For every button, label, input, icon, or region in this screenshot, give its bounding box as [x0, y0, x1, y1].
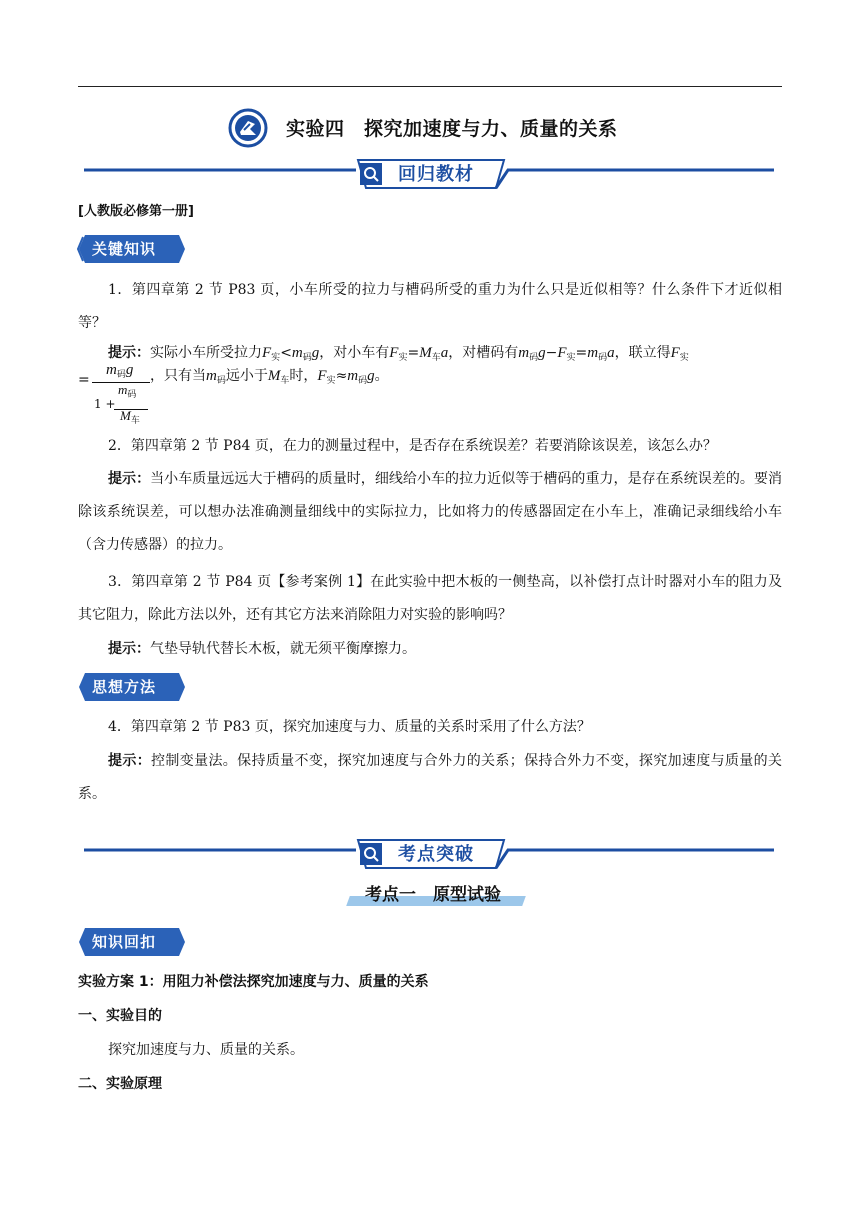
hint-3-label: 提示： [108, 641, 150, 657]
hint-1-text: 实际小车所受拉力 [150, 345, 262, 361]
kaodian-title: 考点一 原型试验 [365, 885, 501, 905]
section-1-title: 一、实验目的 [78, 1008, 162, 1024]
hint-1-label: 提示： [108, 345, 150, 361]
hint-2-text: 当小车质量远远大于槽码的质量时，细线给小车的拉力近似等于槽码的重力，是存在系统误差的。要消除该系统误差，可以想办法准确测量细线中的实际拉力，比如将力的传感器固定在小车上，准确记录细线给小车（含力传感器）的拉力。 [78, 471, 783, 553]
plan-1-title: 实验方案 1：用阻力补偿法探究加速度与力、质量的关系 [78, 974, 429, 990]
hint-3-text: 气垫导轨代替长木板，就无须平衡摩擦力。 [150, 641, 416, 657]
hint-4-label: 提示： [108, 753, 152, 769]
section-1-body: 探究加速度与力、质量的关系。 [108, 1042, 304, 1058]
hint-1-line1: 提示：实际小车所受拉力$F_实<m_码g$，对小车有$F_实=M_车a$，对槽码有$m_码g-F_实=m_码a$，联立得$F_实$ [108, 345, 689, 363]
edition-label: [人教版必修第一册] [78, 204, 194, 219]
badge-method [77, 671, 187, 703]
banner-breakthrough-label: 考点突破 [398, 844, 474, 865]
kaodian-heading [338, 880, 528, 914]
question-1: 1．第四章第 2 节 P83 页，小车所受的拉力与槽码所受的重力为什么只是近似相等？什么条件下才近似相等？ [78, 282, 782, 331]
badge-knowledge-review [77, 926, 187, 958]
title-row [0, 106, 860, 150]
question-2: 2．第四章第 2 节 P84 页，在力的测量过程中，是否存在系统误差？若要消除该误差，该怎么办？ [108, 438, 717, 454]
experiment-logo-icon [228, 108, 268, 148]
hint-2-label: 提示： [108, 471, 151, 487]
section-banner-review [84, 154, 774, 190]
hint-4 [78, 745, 782, 811]
question-4: 4．第四章第 2 节 P83 页，探究加速度与力、质量的关系时采用了什么方法？ [108, 719, 591, 735]
section-2-title: 二、实验原理 [78, 1076, 162, 1092]
header-rule [78, 86, 782, 87]
question-3: 3．第四章第 2 节 P84 页【参考案例 1】在此实验中把木板的一侧垫高，以补偿打点计时器对小车的阻力及其它阻力，除此方法以外，还有其它方法来消除阻力对实验的影响吗？ [78, 574, 782, 623]
badge-method-label: 思想方法 [92, 678, 157, 696]
hint-1-formula: = $m_码g$ 1 + $m_码$ $M_车$ ，只有当$m_码$远小于$M_车$时，$F_实\approx m_码g$。 [78, 362, 389, 426]
section-banner-breakthrough [84, 834, 774, 870]
badge-key-knowledge-label: 关键知识 [92, 240, 157, 258]
fraction: $m_码g$ 1 + $m_码$ $M_车$ [92, 360, 152, 428]
badge-knowledge-review-label: 知识回扣 [92, 933, 157, 951]
badge-key-knowledge [77, 233, 187, 265]
page-title: 实验四 探究加速度与力、质量的关系 [286, 118, 618, 140]
hint-3 [78, 633, 782, 666]
hint-2 [78, 463, 782, 562]
hint-4-text: 控制变量法。保持质量不变，探究加速度与合外力的关系；保持合外力不变，探究加速度与质量的关系。 [78, 753, 783, 802]
banner-review-label: 回归教材 [398, 164, 474, 185]
